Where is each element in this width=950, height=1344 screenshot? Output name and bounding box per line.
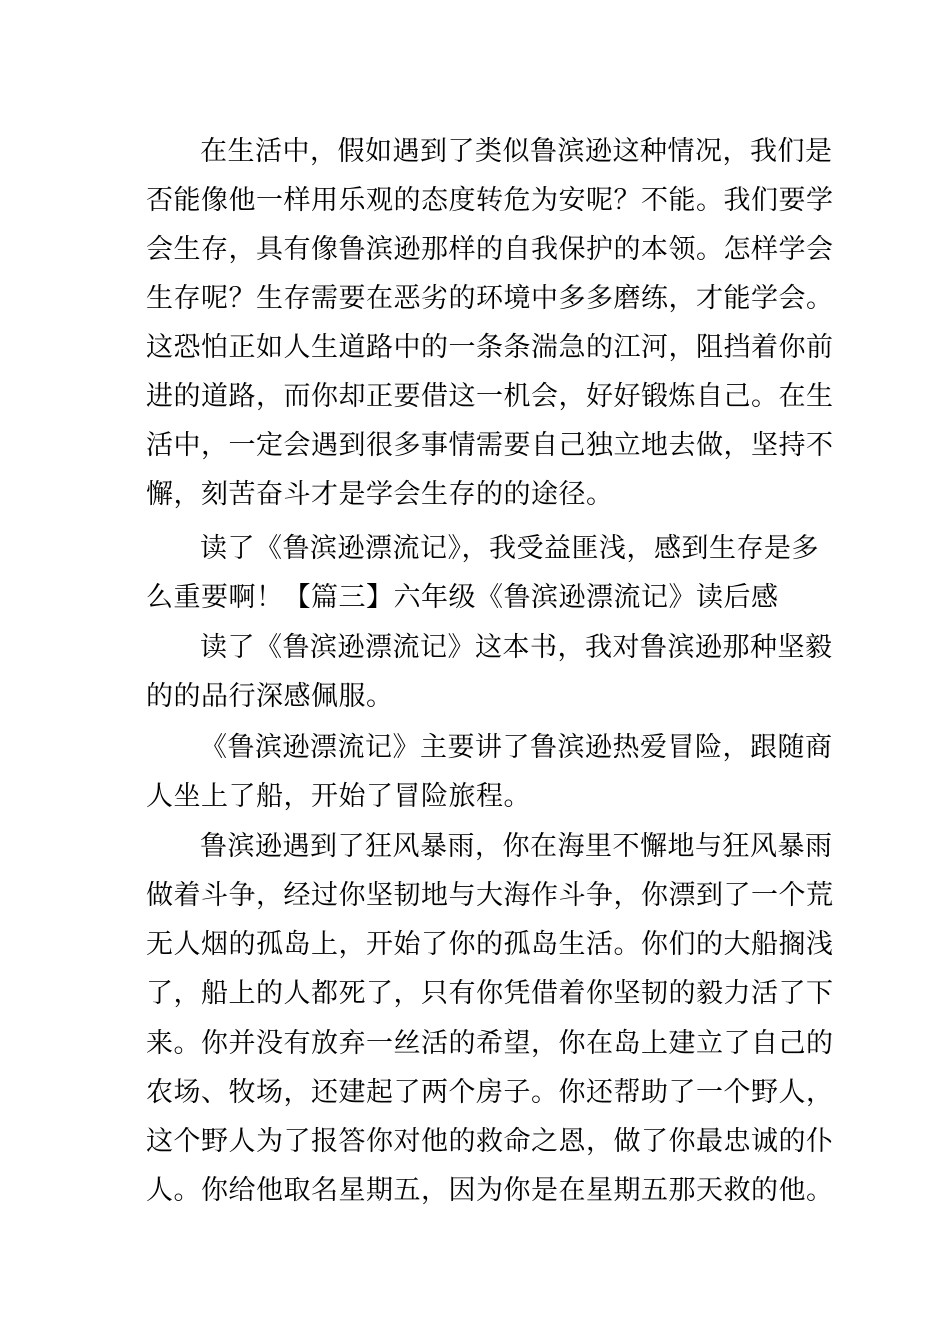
text-line: 懈，刻苦奋斗才是学会生存的的途径。 — [146, 479, 614, 510]
text-line: 做着斗争，经过你坚韧地与大海作斗争，你漂到了一个荒 — [146, 880, 834, 911]
text-line: 《鲁滨逊漂流记》主要讲了鲁滨逊热爱冒险，跟随商 — [200, 732, 833, 763]
text-line: 读了《鲁滨逊漂流记》这本书，我对鲁滨逊那种坚毅 — [200, 632, 833, 663]
text-line: 进的道路，而你却正要借这一机会，好好锻炼自己。在生 — [146, 381, 834, 412]
text-line: 这个野人为了报答你对他的救命之恩，做了你最忠诚的仆 — [146, 1126, 834, 1157]
text-line: 这恐怕正如人生道路中的一条条湍急的江河，阻挡着你前 — [146, 332, 834, 363]
text-line: 人坐上了船，开始了冒险旅程。 — [146, 781, 531, 812]
text-line: 了，船上的人都死了，只有你凭借着你坚韧的毅力活了下 — [146, 978, 834, 1009]
text-line: 农场、牧场，还建起了两个房子。你还帮助了一个野人， — [146, 1077, 834, 1108]
text-line: 否能像他一样用乐观的态度转危为安呢？不能。我们要学 — [146, 185, 834, 216]
text-line: 么重要啊！【篇三】六年级《鲁滨逊漂流记》读后感 — [146, 582, 779, 613]
text-line: 无人烟的孤岛上，开始了你的孤岛生活。你们的大船搁浅 — [146, 929, 834, 960]
text-line: 会生存，具有像鲁滨逊那样的自我保护的本领。怎样学会 — [146, 234, 834, 265]
text-line: 人。你给他取名星期五，因为你是在星期五那天救的他。 — [146, 1175, 834, 1206]
text-line: 的的品行深感佩服。 — [146, 681, 394, 712]
text-line: 来。你并没有放弃一丝活的希望，你在岛上建立了自己的 — [146, 1028, 834, 1059]
text-line: 读了《鲁滨逊漂流记》，我受益匪浅，感到生存是多 — [200, 533, 819, 564]
text-line: 在生活中，假如遇到了类似鲁滨逊这种情况，我们是 — [200, 136, 833, 167]
text-line: 活中，一定会遇到很多事情需要自己独立地去做，坚持不 — [146, 430, 834, 461]
text-line: 生存呢？生存需要在恶劣的环境中多多磨练，才能学会。 — [146, 283, 834, 314]
text-line: 鲁滨逊遇到了狂风暴雨，你在海里不懈地与狂风暴雨 — [200, 831, 833, 862]
